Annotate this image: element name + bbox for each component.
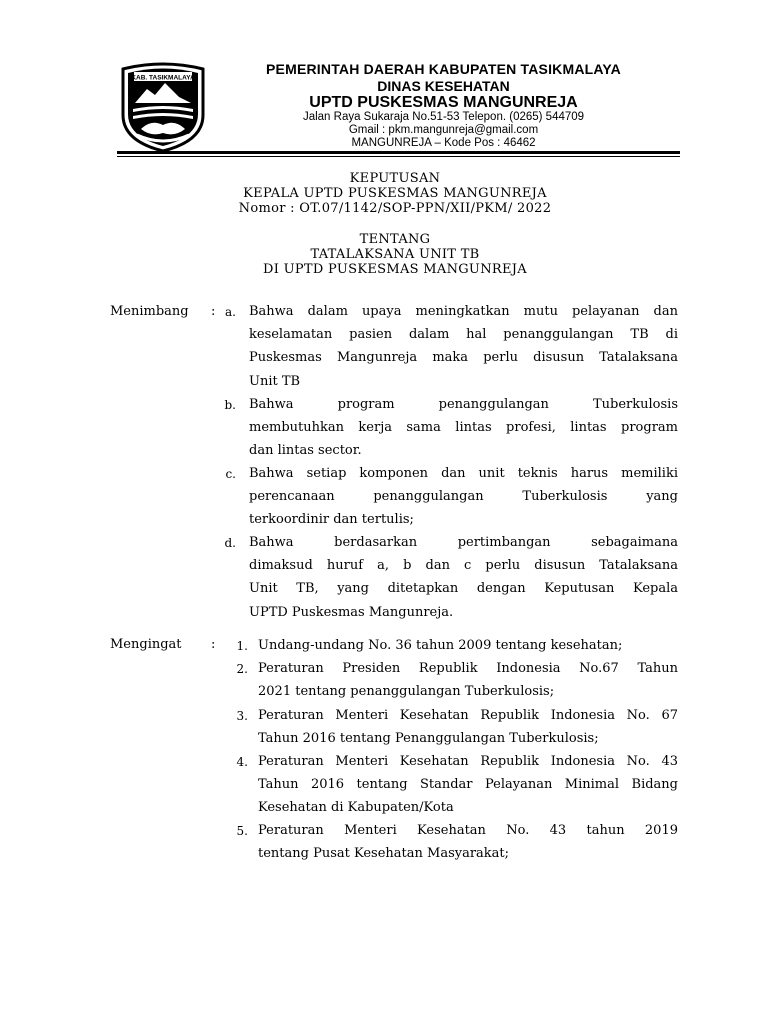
menimbang-item-line: Bahwa program penanggulangan Tuberkulosis: [249, 397, 678, 412]
menimbang-item-text: [249, 462, 678, 532]
mengingat-colon: :: [211, 637, 216, 652]
menimbang-item-line: Unit TB: [249, 373, 301, 389]
mengingat-item-line: Tahun 2016 tentang Standar Pelayanan Minimal Bidang: [258, 777, 678, 793]
menimbang-item-line: perencanaan penanggulangan Tuberkulosis yang: [249, 489, 678, 505]
mengingat-item-line: Peraturan Menteri Kesehatan No. 43 tahun 2019: [258, 823, 678, 838]
menimbang-item-text: [249, 531, 678, 624]
decree-heading: KEPUTUSAN: [349, 171, 441, 186]
menimbang-item-line: dimaksud huruf a, b dan c perlu disusun Tatalaksana: [249, 558, 678, 574]
mengingat-item-marker: 1.: [236, 639, 248, 653]
menimbang-item-line: terkoordinir dan tertulis;: [249, 512, 414, 528]
decree-authority: KEPALA UPTD PUSKESMAS MANGUNREJA: [243, 186, 547, 201]
menimbang-item-line: membutuhkan kerja sama lintas profesi, lintas program: [249, 420, 678, 436]
mengingat-item-line: Peraturan Menteri Kesehatan Republik Indonesia No. 43: [258, 754, 678, 769]
menimbang-item-marker: b.: [224, 398, 236, 412]
menimbang-item-marker: a.: [225, 305, 236, 319]
mengingat-item-line: tentang Pusat Kesehatan Masyarakat;: [258, 846, 510, 862]
mengingat-label: Mengingat: [110, 637, 182, 652]
letterhead-rule-thin: [117, 156, 680, 157]
mengingat-item-line: Peraturan Presiden Republik Indonesia No.67 Tahun: [258, 661, 678, 676]
mengingat-item-line: 2021 tentang penanggulangan Tuberkulosis;: [258, 684, 555, 700]
menimbang-item-line: dan lintas sector.: [249, 443, 362, 459]
letterhead-agency: DINAS KESEHATAN: [377, 78, 510, 94]
mengingat-item-marker: 3.: [236, 709, 248, 723]
menimbang-item-line: Bahwa dalam upaya meningkatkan mutu pelayanan dan: [249, 304, 678, 319]
menimbang-item-line: keselamatan pasien dalam hal penanggulangan TB di: [249, 327, 678, 343]
mengingat-item-text: [258, 819, 678, 865]
tasikmalaya-emblem-icon: [117, 59, 209, 153]
letterhead-postal: MANGUNREJA – Kode Pos : 46462: [351, 137, 536, 149]
decree-subject-line1: TATALAKSANA UNIT TB: [310, 247, 480, 262]
menimbang-item-line: UPTD Puskesmas Mangunreja.: [249, 604, 454, 620]
letterhead-address: Jalan Raya Sukaraja No.51-53 Telepon. (0265) 544709: [302, 111, 585, 123]
mengingat-item-marker: 5.: [236, 824, 248, 838]
mengingat-item-line: Kesehatan di Kabupaten/Kota: [258, 800, 454, 816]
mengingat-item-line: Tahun 2016 tentang Penanggulangan Tuberkulosis;: [258, 731, 599, 747]
letterhead-email: Gmail : pkm.mangunreja@gmail.com: [348, 124, 539, 136]
menimbang-item-line: Unit TB, yang ditetapkan dengan Keputusan Kepala: [249, 581, 678, 597]
mengingat-item-text: [258, 750, 678, 820]
letterhead-government: PEMERINTAH DAERAH KABUPATEN TASIKMALAYA: [266, 61, 621, 77]
letterhead-rule-thick: [117, 151, 680, 154]
decree-number: Nomor : OT.07/1142/SOP-PPN/XII/PKM/ 2022: [238, 201, 552, 216]
decree-subject-line2: DI UPTD PUSKESMAS MANGUNREJA: [263, 262, 527, 277]
menimbang-item-line: Bahwa berdasarkan pertimbangan sebagaimana: [249, 535, 678, 550]
menimbang-item-marker: d.: [224, 536, 236, 550]
mengingat-item-line: Undang-undang No. 36 tahun 2009 tentang kesehatan;: [258, 638, 623, 653]
mengingat-item-text: [258, 657, 678, 703]
menimbang-colon: :: [211, 304, 216, 319]
letterhead-institution: UPTD PUSKESMAS MANGUNREJA: [309, 94, 578, 111]
menimbang-item-line: Bahwa setiap komponen dan unit teknis harus memiliki: [249, 466, 678, 481]
mengingat-item-line: Peraturan Menteri Kesehatan Republik Indonesia No. 67: [258, 708, 678, 723]
menimbang-item-line: Puskesmas Mangunreja maka perlu disusun Tatalaksana: [249, 350, 678, 366]
mengingat-item-text: [258, 634, 678, 657]
menimbang-item-text: [249, 300, 678, 393]
mengingat-item-text: [258, 704, 678, 750]
mengingat-item-marker: 2.: [236, 662, 248, 676]
logo-label: KAB. TASIKMALAYA: [131, 74, 195, 82]
mengingat-item-marker: 4.: [236, 755, 248, 769]
menimbang-item-marker: c.: [225, 467, 236, 481]
menimbang-label: Menimbang: [110, 304, 189, 319]
decree-about: TENTANG: [359, 232, 431, 247]
menimbang-item-text: [249, 393, 678, 463]
